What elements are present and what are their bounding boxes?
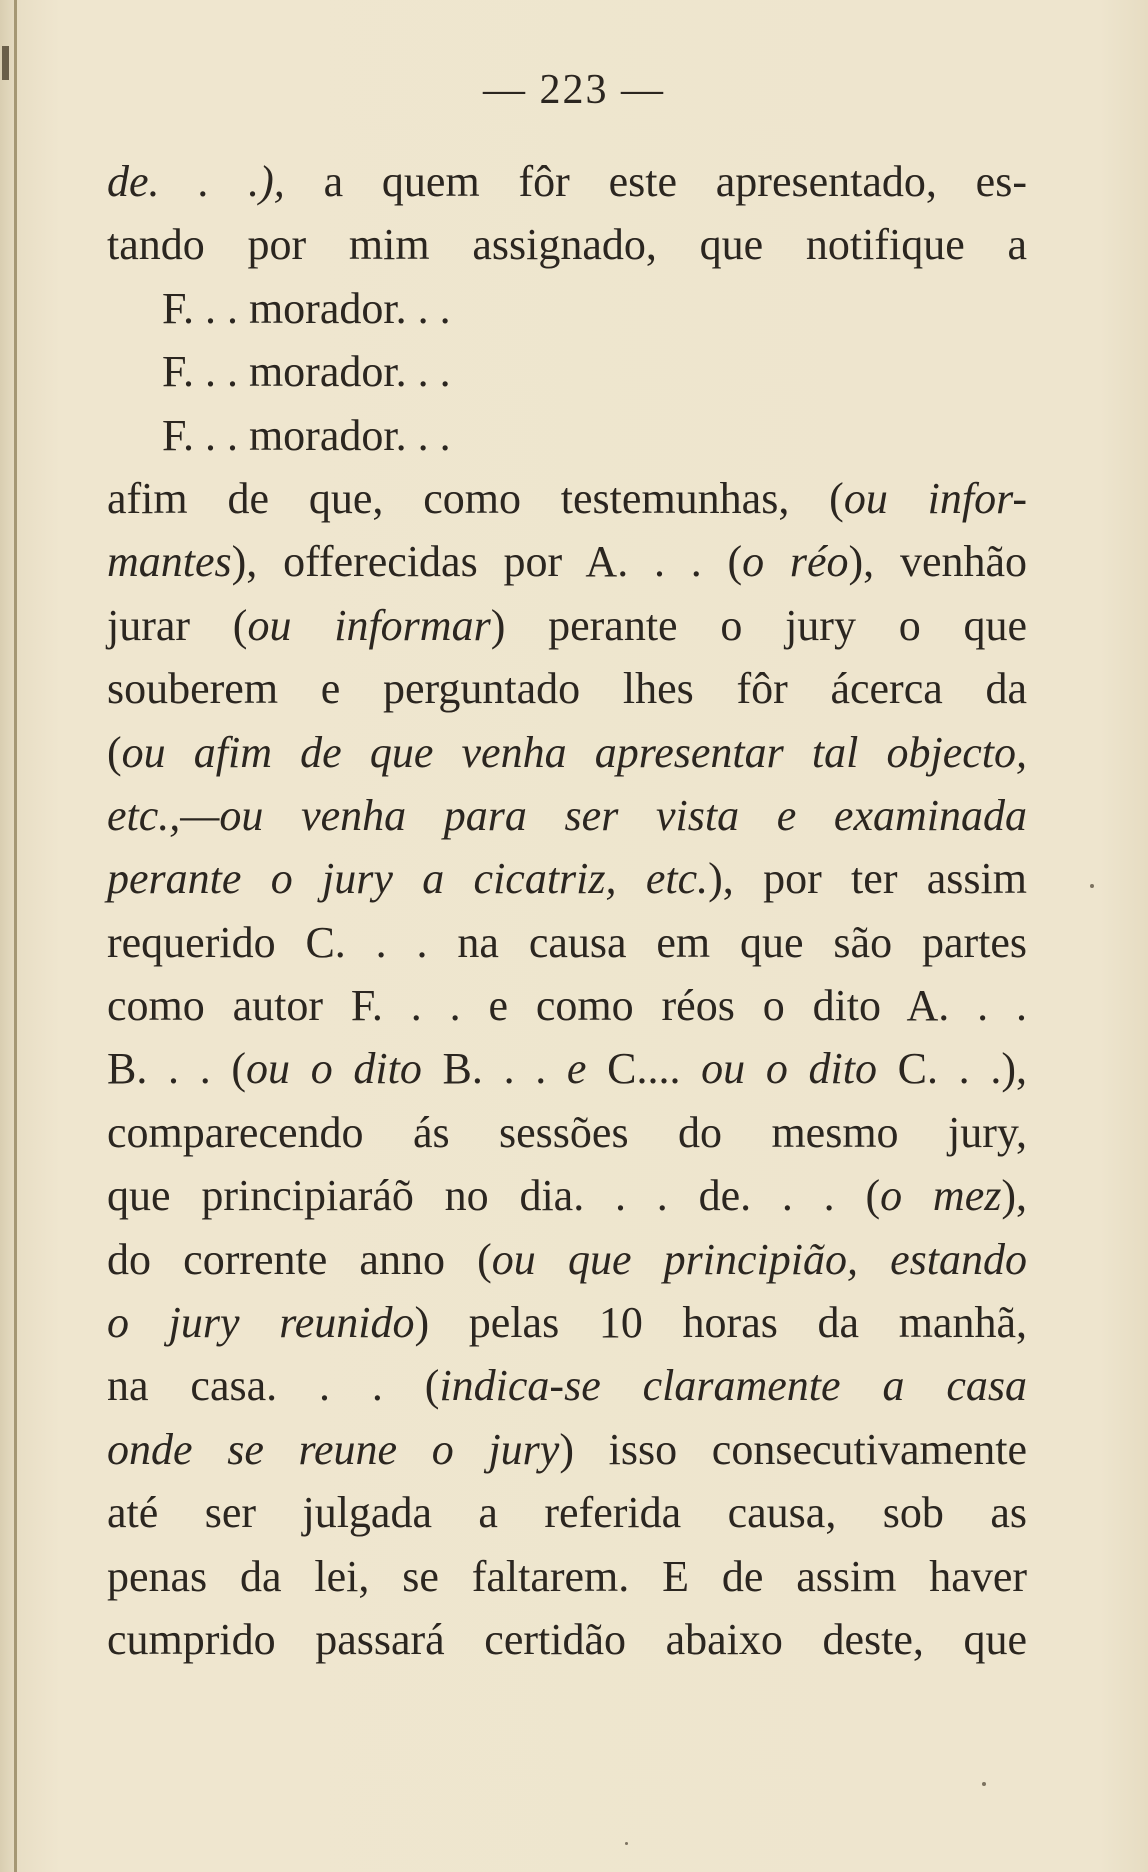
body-text [107, 150, 1027, 1671]
text-line: jurar (ou informar) perante o jury o que [107, 600, 1027, 650]
paper-speck [982, 1782, 986, 1786]
text-line: F. . . morador. . . [162, 410, 451, 460]
text-line: (ou afim de que venha apresentar tal objecto, [107, 727, 1027, 777]
text-line: souberem e perguntado lhes fôr ácerca da [107, 664, 1027, 714]
text-line: que principiaráõ no dia. . . de. . . (o mez), [107, 1171, 1027, 1221]
text-line: de. . .), a quem fôr este apresentado, es- [107, 157, 1027, 206]
text-line: afim de que, como testemunhas, (ou infor- [107, 473, 1027, 523]
text-line: etc.,—ou venha para ser vista e examinada [107, 790, 1027, 840]
text-line: F. . . morador. . . [162, 347, 451, 397]
text-line: tando por mim assignado, que notifique a [107, 220, 1027, 270]
text-line: B. . . (ou o dito B. . . e C.... ou o dito C. . .), [107, 1044, 1028, 1094]
text-line: onde se reune o jury) isso consecutivamente [107, 1424, 1028, 1474]
text-line: na casa. . . (indica-se claramente a casa [107, 1361, 1027, 1411]
text-line: comparecendo ás sessões do mesmo jury, [107, 1107, 1027, 1157]
text-line: mantes), offerecidas por A. . . (o réo), venhão [107, 537, 1027, 587]
paper-speck [1090, 884, 1094, 888]
paper-speck [625, 1842, 628, 1845]
text-line: como autor F. . . e como réos o dito A. . . [107, 981, 1027, 1031]
text-line: penas da lei, se faltarem. E de assim haver [107, 1551, 1027, 1601]
page-number: — 223 — [483, 67, 665, 113]
text-line: F. . . morador. . . [162, 283, 451, 333]
text-line: perante o jury a cicatriz, etc.), por ter assim [107, 854, 1028, 904]
text-line: o jury reunido) pelas 10 horas da manhã, [107, 1298, 1027, 1348]
text-line: até ser julgada a referida causa, sob as [107, 1488, 1027, 1538]
text-line: requerido C. . . na causa em que são partes [107, 917, 1027, 967]
text-line: cumprido passará certidão abaixo deste, que [107, 1614, 1027, 1664]
page-spine-edge [14, 0, 17, 1872]
text-line: do corrente anno (ou que principião, estando [107, 1234, 1027, 1284]
